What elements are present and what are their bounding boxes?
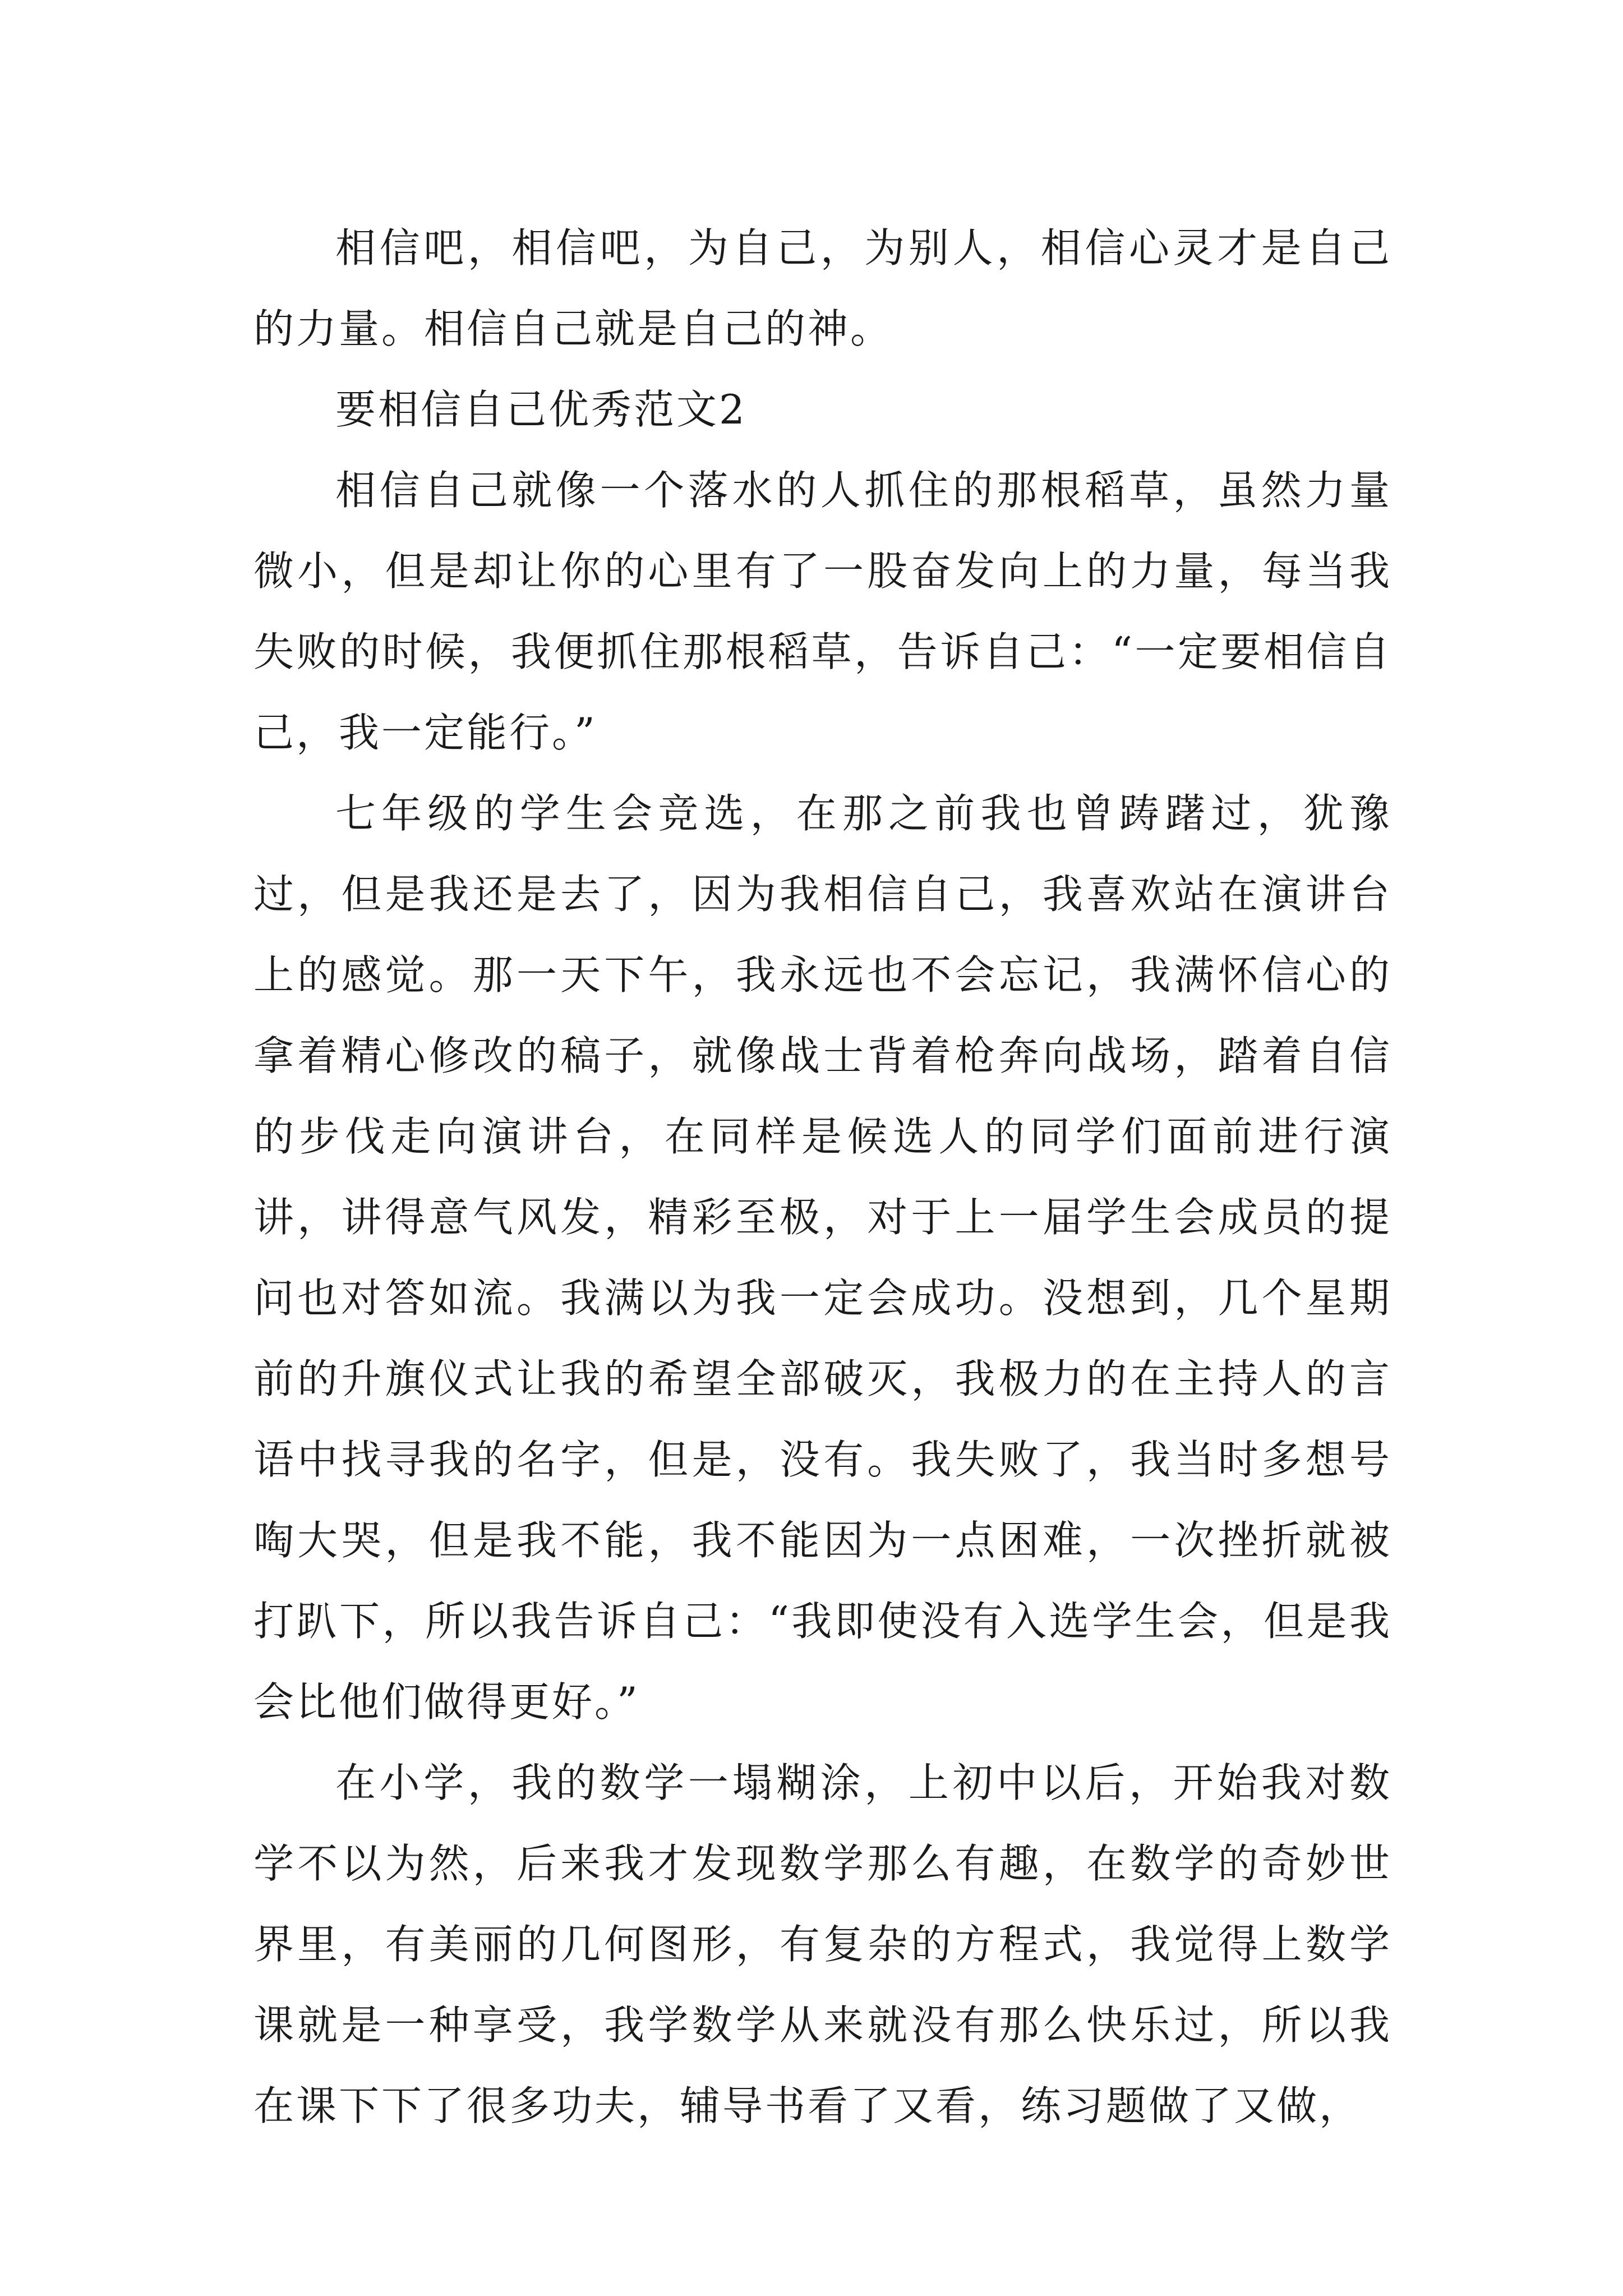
paragraph-1: 相信吧，相信吧，为自己，为别人，相信心灵才是自己的力量。相信自己就是自己的神。 <box>253 224 1392 352</box>
paragraph-2: 相信自己就像一个落水的人抓住的那根稻草，虽然力量微小，但是却让你的心里有了一股奋发向上的力量，每当我失败的时候，我便抓住那根稻草，告诉自己：“一定要相信自己，我一定能行。” <box>253 467 1392 756</box>
section-heading: 要相信自己优秀范文2 <box>335 386 747 433</box>
paragraph-4: 在小学，我的数学一塌糊涂，上初中以后，开始我对数学不以为然，后来我才发现数学那么有趣，在数学的奇妙世界里，有美丽的几何图形，有复杂的方程式，我觉得上数学课就是一种享受，我学数学从来就没有那么快乐过，所以我在课下下了很多功夫，辅导书看了又看，练习题做了又做， <box>253 1759 1392 2129</box>
paragraph-3: 七年级的学生会竞选，在那之前我也曾踌躇过，犹豫过，但是我还是去了，因为我相信自己，我喜欢站在演讲台上的感觉。那一天下午，我永远也不会忘记，我满怀信心的拿着精心修改的稿子，就像战士背着枪奔向战场，踏着自信的步伐走向演讲台，在同样是候选人的同学们面前进行演讲，讲得意气风发，精彩至极，对于上一届学生会成员的提问也对答如流。我满以为我一定会成功。没想到，几个星期前的升旗仪式让我的希望全部破灭，我极力的在主持人的言语中找寻我的名字，但是，没有。我失败了，我当时多想号啕大哭，但是我不能，我不能因为一点困难，一次挫折就被打趴下，所以我告诉自己：“我即使没有入选学生会，但是我会比他们做得更好。” <box>253 790 1392 1726</box>
document-body <box>253 208 1392 2146</box>
